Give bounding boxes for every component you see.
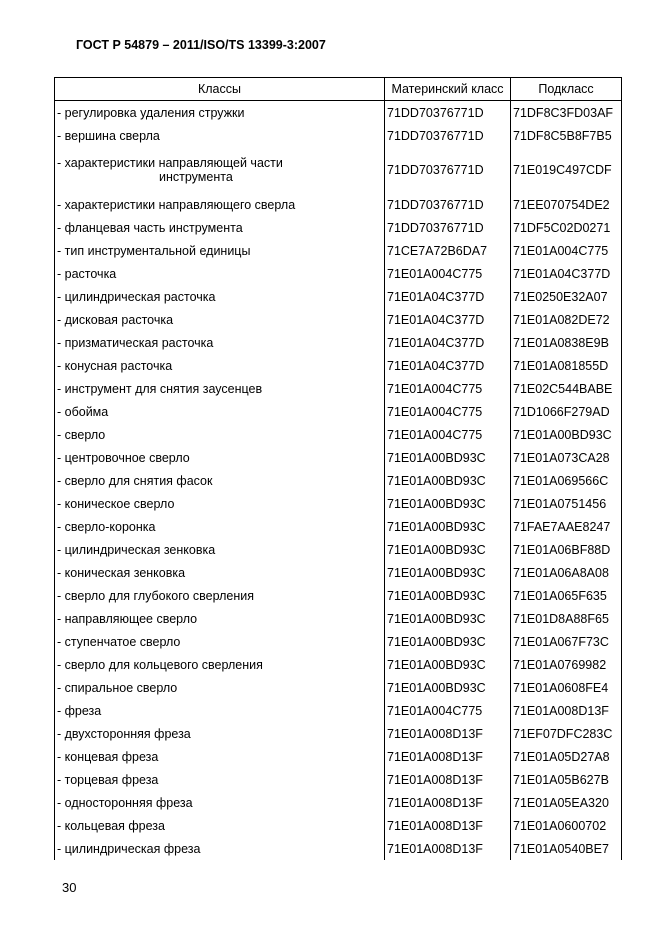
class-name: - характеристики направляющего сверла [55,193,385,216]
table-row [55,147,622,193]
subclass: 71FAE7AAE8247 [511,515,622,538]
subclass: 71E01A00BD93C [511,423,622,446]
class-name: - вершина сверла [55,124,385,147]
subclass: 71DF8C5B8F7B5 [511,124,622,147]
subclass: 71E01A0608FE4 [511,676,622,699]
class-name: - цилиндрическая расточка [55,285,385,308]
subclass: 71E01A008D13F [511,699,622,722]
parent-class: 71E01A00BD93C [385,561,511,584]
subclass: 71E01A05B627B [511,768,622,791]
parent-class: 71CE7A72B6DA7 [385,239,511,262]
table-row [55,722,622,745]
subclass: 71DF8C3FD03AF [511,101,622,125]
table-row [55,377,622,400]
table-row [55,515,622,538]
class-name: - сверло для кольцевого сверления [55,653,385,676]
table-row [55,538,622,561]
column-header-parent-class: Материнский класс [385,78,511,101]
parent-class: 71E01A008D13F [385,837,511,860]
column-header-classes: Классы [55,78,385,101]
table-row [55,285,622,308]
table-row [55,124,622,147]
class-name: - конусная расточка [55,354,385,377]
subclass: 71DF5C02D0271 [511,216,622,239]
class-name: - сверло-коронка [55,515,385,538]
parent-class: 71E01A008D13F [385,791,511,814]
class-name: - призматическая расточка [55,331,385,354]
parent-class: 71E01A04C377D [385,285,511,308]
class-name: - цилиндрическая фреза [55,837,385,860]
subclass: 71E02C544BABE [511,377,622,400]
subclass: 71EE070754DE2 [511,193,622,216]
subclass: 71E01D8A88F65 [511,607,622,630]
subclass: 71E01A06BF88D [511,538,622,561]
class-name: - обойма [55,400,385,423]
page-number: 30 [62,880,77,895]
table-row [55,308,622,331]
class-name: - сверло [55,423,385,446]
subclass: 71E01A0769982 [511,653,622,676]
column-header-subclass: Подкласс [511,78,622,101]
class-name: - цилиндрическая зенковка [55,538,385,561]
table-row [55,814,622,837]
parent-class: 71E01A04C377D [385,354,511,377]
parent-class: 71DD70376771D [385,216,511,239]
subclass: 71E01A069566C [511,469,622,492]
table-row [55,561,622,584]
class-name: - дисковая расточка [55,308,385,331]
subclass: 71E01A04C377D [511,262,622,285]
subclass: 71E01A0540BE7 [511,837,622,860]
table-row [55,745,622,768]
subclass: 71EF07DFC283C [511,722,622,745]
parent-class: 71E01A008D13F [385,745,511,768]
parent-class: 71E01A00BD93C [385,630,511,653]
class-name: - спиральное сверло [55,676,385,699]
parent-class: 71DD70376771D [385,147,511,193]
table-row [55,653,622,676]
parent-class: 71E01A004C775 [385,699,511,722]
subclass: 71E01A05EA320 [511,791,622,814]
table-row [55,216,622,239]
parent-class: 71E01A04C377D [385,331,511,354]
class-name: - сверло для глубокого сверления [55,584,385,607]
table-row [55,607,622,630]
parent-class: 71E01A008D13F [385,768,511,791]
class-name: - инструмент для снятия заусенцев [55,377,385,400]
subclass: 71E0250E32A07 [511,285,622,308]
table-row [55,446,622,469]
parent-class: 71E01A00BD93C [385,446,511,469]
table-row [55,630,622,653]
class-name [55,147,385,193]
parent-class: 71E01A00BD93C [385,469,511,492]
table-row [55,400,622,423]
parent-class: 71E01A00BD93C [385,492,511,515]
class-name: - кольцевая фреза [55,814,385,837]
parent-class: 71E01A008D13F [385,722,511,745]
parent-class: 71E01A004C775 [385,423,511,446]
table-row [55,768,622,791]
table-header-row [55,78,622,101]
class-name: - направляющее сверло [55,607,385,630]
table-row [55,469,622,492]
table-row [55,193,622,216]
table-row [55,791,622,814]
subclass: 71E01A065F635 [511,584,622,607]
class-name: - концевая фреза [55,745,385,768]
class-name: - торцевая фреза [55,768,385,791]
class-name: - фреза [55,699,385,722]
parent-class: 71E01A004C775 [385,400,511,423]
subclass: 71E01A082DE72 [511,308,622,331]
parent-class: 71E01A00BD93C [385,515,511,538]
class-name: - ступенчатое сверло [55,630,385,653]
class-name: - коническая зенковка [55,561,385,584]
parent-class: 71E01A00BD93C [385,676,511,699]
subclass: 71E019C497CDF [511,147,622,193]
class-name-line-2: инструмента [159,170,233,184]
classes-table [54,77,622,860]
table-row [55,699,622,722]
class-name: - коническое сверло [55,492,385,515]
subclass: 71E01A0751456 [511,492,622,515]
parent-class: 71E01A008D13F [385,814,511,837]
parent-class: 71DD70376771D [385,193,511,216]
table-row [55,239,622,262]
table-row [55,676,622,699]
subclass: 71E01A05D27A8 [511,745,622,768]
parent-class: 71E01A00BD93C [385,607,511,630]
class-name: - центровочное сверло [55,446,385,469]
subclass: 71E01A081855D [511,354,622,377]
subclass: 71E01A004C775 [511,239,622,262]
class-name: - расточка [55,262,385,285]
parent-class: 71DD70376771D [385,124,511,147]
table-row [55,331,622,354]
subclass: 71E01A067F73C [511,630,622,653]
table-row [55,837,622,860]
document-header: ГОСТ Р 54879 – 2011/ISO/TS 13399-3:2007 [76,38,326,52]
table-row [55,584,622,607]
class-name: - двухсторонняя фреза [55,722,385,745]
table-row [55,423,622,446]
class-name: - односторонняя фреза [55,791,385,814]
table-row [55,354,622,377]
subclass: 71E01A073CA28 [511,446,622,469]
class-name-line-1: - характеристики направляющей части [57,156,283,170]
parent-class: 71E01A004C775 [385,377,511,400]
parent-class: 71E01A00BD93C [385,584,511,607]
parent-class: 71E01A00BD93C [385,653,511,676]
table-row [55,101,622,125]
subclass: 71E01A0838E9B [511,331,622,354]
table-row [55,262,622,285]
parent-class: 71E01A00BD93C [385,538,511,561]
table-row [55,492,622,515]
subclass: 71E01A0600702 [511,814,622,837]
parent-class: 71E01A004C775 [385,262,511,285]
subclass: 71D1066F279AD [511,400,622,423]
class-name: - сверло для снятия фасок [55,469,385,492]
parent-class: 71DD70376771D [385,101,511,125]
class-name: - регулировка удаления стружки [55,101,385,125]
class-name: - фланцевая часть инструмента [55,216,385,239]
subclass: 71E01A06A8A08 [511,561,622,584]
parent-class: 71E01A04C377D [385,308,511,331]
class-name: - тип инструментальной единицы [55,239,385,262]
